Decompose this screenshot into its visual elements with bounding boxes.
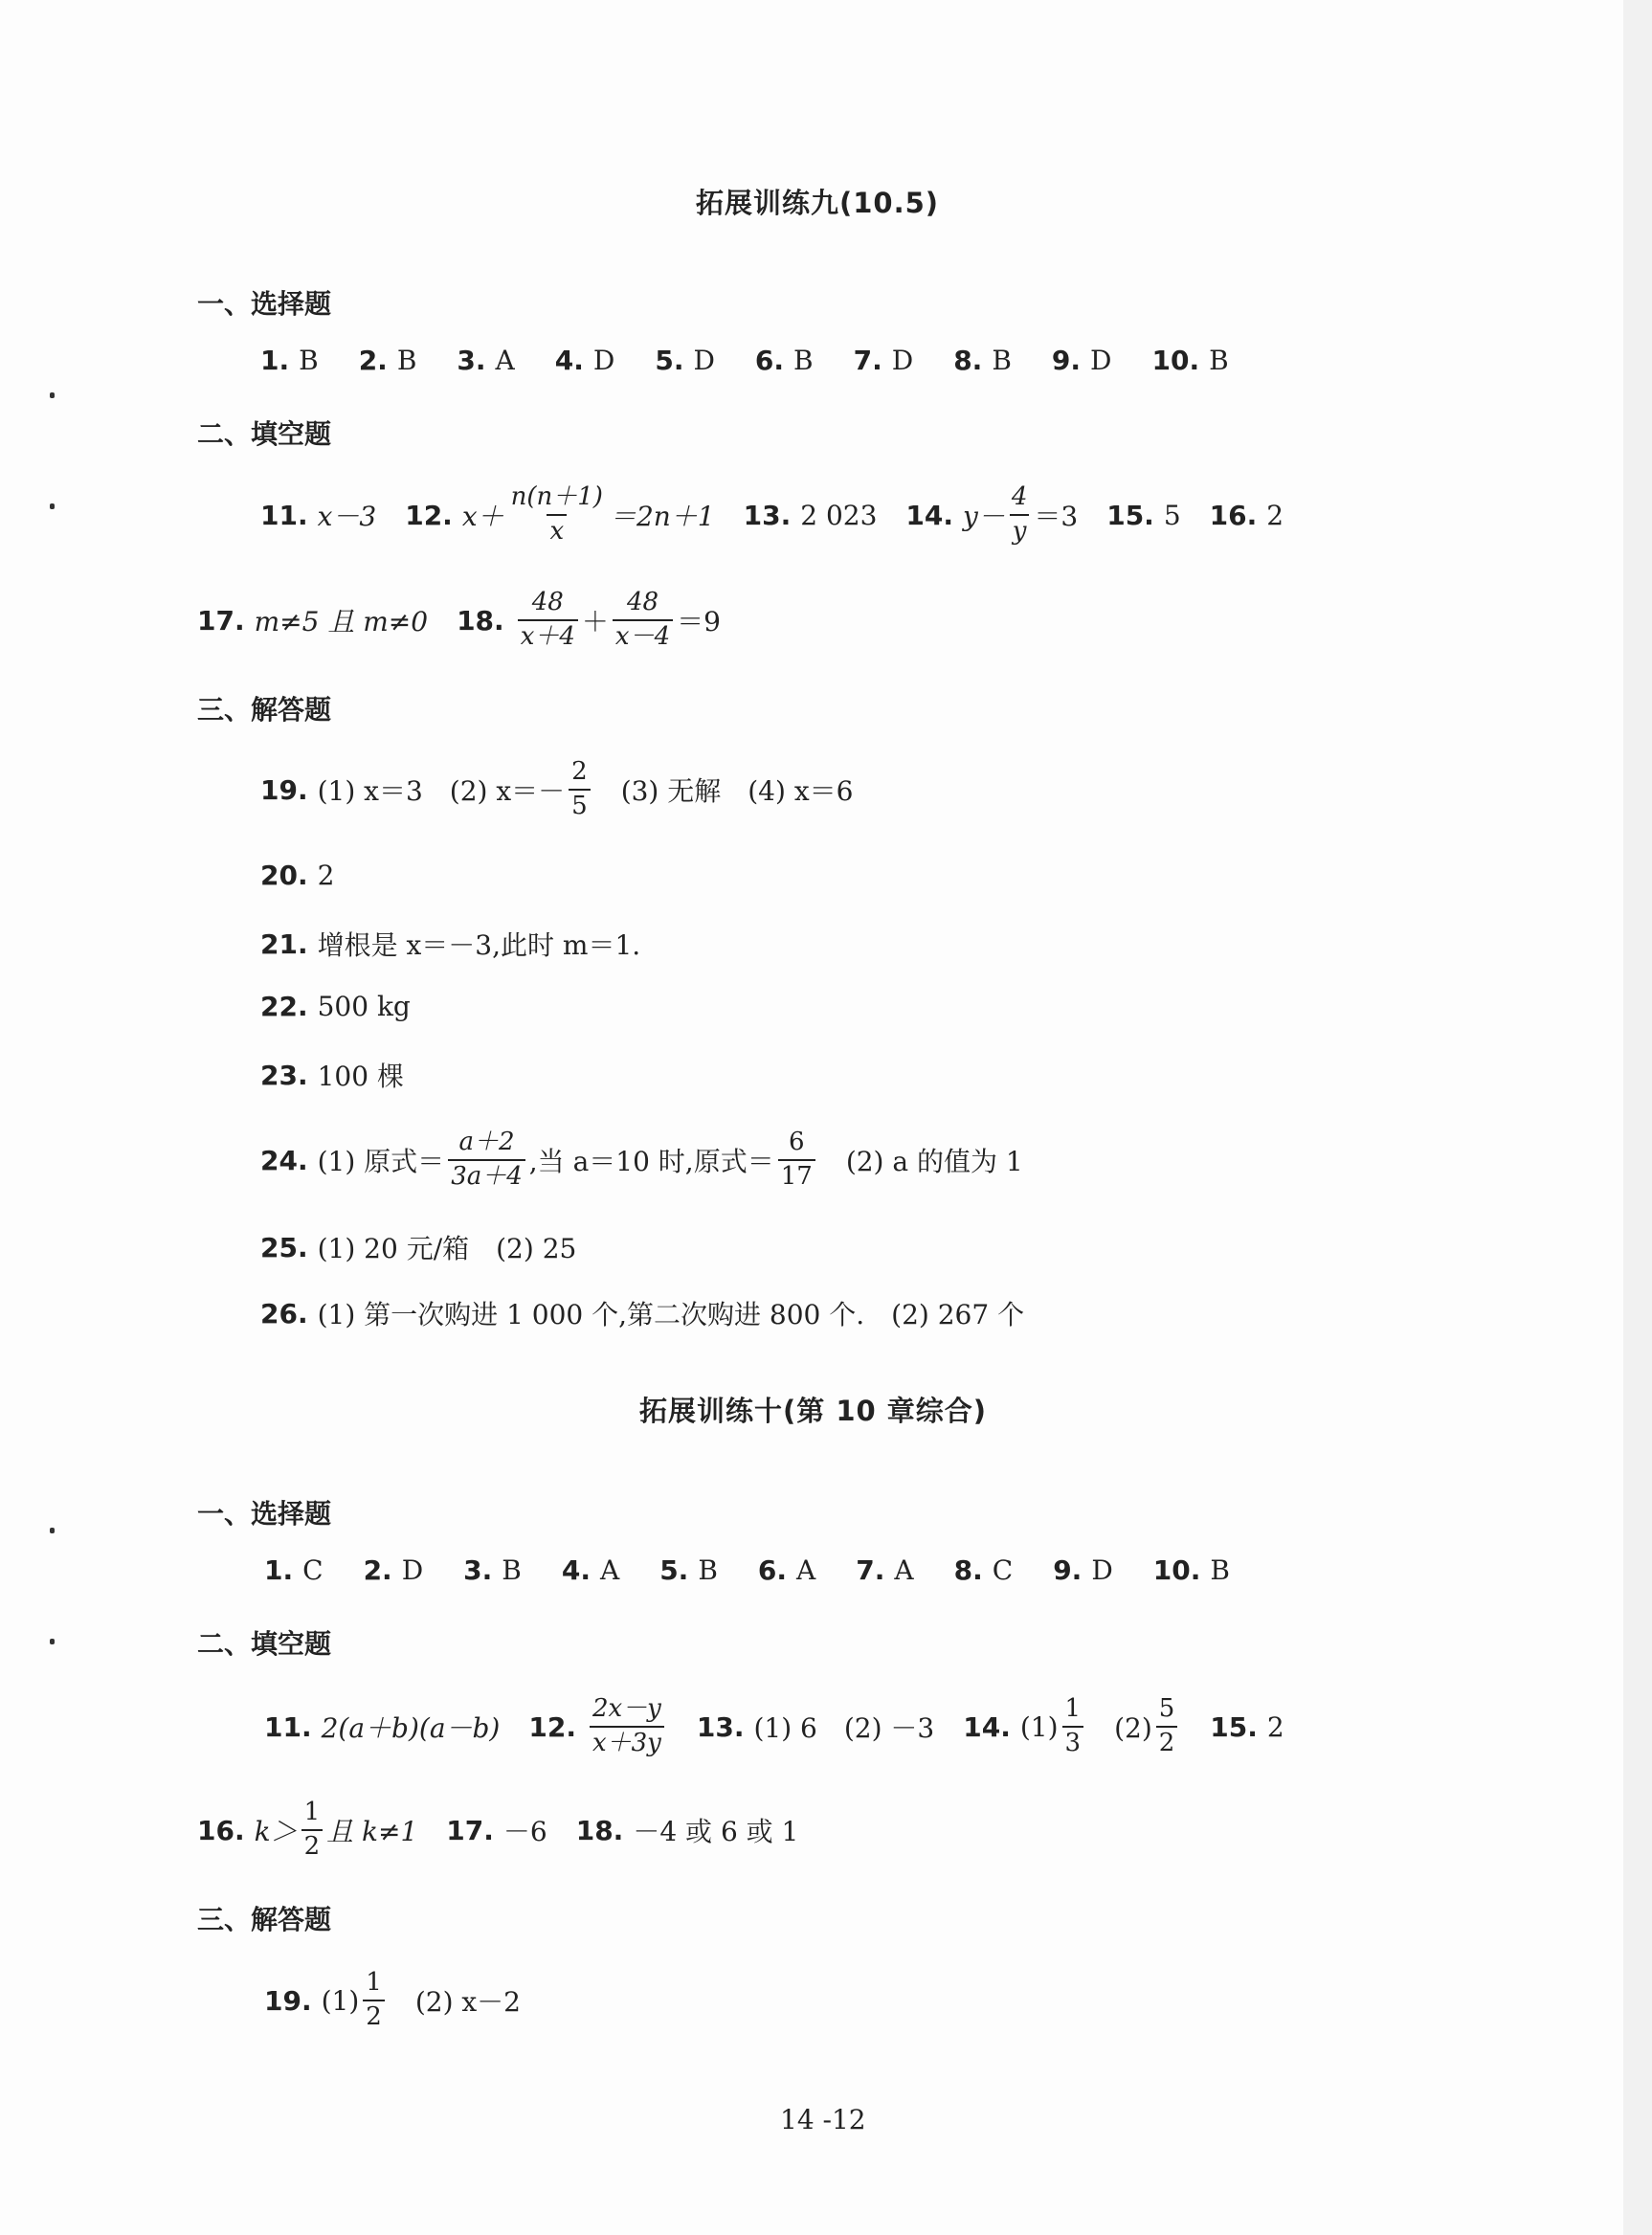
fraction [613,589,673,652]
section-heading-solve: 三、解答题 [197,1904,332,1935]
section-title: 拓展训练十(第 10 章综合) [639,1395,988,1427]
section-heading-choice: 一、选择题 [197,1498,332,1530]
answer-letter: D [693,345,715,376]
answer-text: 2 [1266,499,1284,531]
answer-letter: B [502,1554,522,1586]
question-number: 14. [905,499,954,531]
solve-answer-20 [260,860,334,891]
fraction-numerator: 2 [571,757,588,787]
fraction-denominator: x＋3y [590,1726,664,1758]
question-number: 12. [405,499,453,531]
answer-letter: C [992,1554,1014,1586]
solve-answer-25 [260,1228,576,1266]
answer-text: 2 [317,860,335,891]
answer-text: (3) 无解 (4) x＝6 [593,775,854,807]
solve-answer-19 [264,1962,521,2039]
question-number: 7. [853,345,882,376]
solve-answer-21 [260,925,640,963]
fraction [518,589,578,652]
question-number: 5. [659,1554,689,1586]
fraction-numerator: 1 [303,1798,321,1827]
question-number: 17. [197,604,245,637]
fraction-denominator: x＋4 [518,619,578,652]
answer-text: (1) [1019,1710,1059,1743]
answer-text: 5 [1163,499,1181,531]
fraction [363,1969,385,2032]
answer-text: x＋ [461,501,504,532]
answer-text: (1) 6 (2) －3 [753,1712,935,1744]
fraction-numerator: 48 [626,588,659,617]
fraction-numerator: n(n＋1) [510,482,603,512]
question-number: 11. [260,499,308,531]
fraction-numerator: 4 [1011,482,1028,512]
answer-letter: D [401,1554,424,1586]
answer-text: (2) x－2 [388,1986,521,2018]
fraction [590,1695,664,1758]
operator: ＋ [581,606,609,637]
fill-answers-row-2 [197,1792,798,1868]
fraction-numerator: 6 [788,1128,805,1157]
answer-text: ＝9 [677,606,721,637]
fraction-denominator: 17 [778,1159,815,1192]
answer-text: (1) [321,1984,360,2017]
question-number: 16. [1209,499,1258,531]
answer-text: 2(a＋b)(a－b) [321,1712,501,1744]
answer-text: 2 [1266,1710,1284,1743]
answer-text: k＞ [254,1816,298,1847]
fraction [569,758,591,821]
question-number: 9. [1053,1554,1083,1586]
page-number: 14 -12 [780,2104,866,2135]
question-number: 24. [260,1144,308,1176]
question-number: 5. [655,345,684,376]
fill-answers-row-1 [260,477,1284,553]
fraction-denominator: 5 [569,789,591,821]
answer-text: ,当 a＝10 时,原式＝ [528,1146,774,1177]
question-number: 1. [264,1554,294,1586]
answer-letter: B [1210,1554,1230,1586]
answer-text: y－ [963,501,1005,532]
question-number: 22. [260,991,308,1022]
question-number: 4. [561,1554,591,1586]
answer-text: 100 棵 [317,1061,404,1092]
fraction [778,1129,815,1192]
fraction-denominator: x [547,514,567,547]
margin-mark [50,503,55,509]
question-number: 26. [260,1297,308,1330]
solve-answer-19 [260,751,853,828]
fraction-numerator: 1 [1064,1694,1082,1724]
fraction-denominator: 2 [1156,1726,1178,1758]
answer-letter: B [992,345,1012,376]
answer-letter: D [1090,345,1112,376]
question-number: 19. [264,1984,312,2017]
fraction-numerator: 1 [366,1968,382,1998]
question-number: 6. [754,345,785,376]
section-heading-fill: 二、填空题 [197,418,332,450]
question-number: 23. [260,1059,308,1091]
question-number: 7. [856,1554,885,1586]
answer-letter: D [1091,1554,1113,1586]
solve-answer-24 [260,1120,1023,1200]
fraction-denominator: 3 [1062,1726,1084,1758]
answer-text: (2) a 的值为 1 [818,1146,1023,1177]
answer-text: (1) 20 元/箱 (2) 25 [317,1233,577,1264]
choice-answers-row [264,1554,1230,1586]
answer-letter: C [302,1554,324,1586]
question-number: 12. [528,1710,576,1743]
fraction-denominator: 3a＋4 [448,1159,525,1192]
question-number: 18. [457,604,504,637]
answer-letter: B [396,345,417,376]
answer-text: ＝2n＋1 [609,501,715,532]
solve-answer-26 [260,1294,1024,1332]
answer-letter: B [1209,345,1229,376]
question-number: 9. [1051,345,1082,376]
fraction [508,483,606,547]
answer-letter: D [592,345,615,376]
fill-answers-row-2 [197,582,721,659]
question-number: 8. [953,1554,983,1586]
answer-text: (1) 第一次购进 1 000 个,第二次购进 800 个. (2) 267 个 [317,1299,1025,1330]
answer-text: m≠5 且 m≠0 [254,606,429,637]
question-number: 6. [757,1554,788,1586]
answer-text: 且 k≠1 [326,1816,418,1847]
margin-mark [50,1639,55,1644]
fraction-denominator: 2 [301,1829,324,1862]
question-number: 11. [264,1710,312,1743]
question-number: 13. [743,499,792,531]
page-edge-shadow [1623,0,1652,2235]
answer-letter: D [891,345,914,376]
section-title: 拓展训练九(10.5) [696,187,940,219]
answer-text: 500 kg [317,991,411,1022]
answer-letter: A [796,1554,816,1586]
answer-text: (1) x＝3 (2) x＝－ [317,775,566,807]
question-number: 15. [1106,499,1154,531]
question-number: 15. [1210,1710,1258,1743]
fraction-numerator: 2x－y [592,1694,661,1724]
fraction-denominator: y [1010,514,1030,547]
section-heading-choice: 一、选择题 [197,288,332,320]
question-number: 20. [260,860,308,891]
fraction-numerator: a＋2 [458,1128,515,1157]
answer-text: (1) 原式＝ [317,1146,445,1177]
margin-mark [50,1528,55,1533]
answer-letter: B [793,345,814,376]
question-number: 25. [260,1231,308,1263]
solve-answer-22 [260,991,411,1022]
question-number: 21. [260,928,308,960]
section-heading-fill: 二、填空题 [197,1628,332,1660]
question-number: 13. [696,1710,745,1743]
fraction-numerator: 48 [531,588,564,617]
choice-answers-row [260,345,1229,376]
fraction-numerator: 5 [1158,1694,1175,1724]
question-number: 3. [457,345,486,376]
answer-letter: A [599,1554,620,1586]
answer-text: －4 或 6 或 1 [633,1816,799,1847]
fraction [301,1799,324,1862]
fraction-denominator: x－4 [613,619,673,652]
question-number: 10. [1151,345,1200,376]
fraction [1062,1695,1084,1758]
answer-text: ＝3 [1034,501,1079,532]
question-number: 18. [575,1814,624,1846]
question-number: 1. [260,345,290,376]
fraction [448,1129,525,1192]
question-number: 4. [554,345,584,376]
margin-mark [50,392,55,398]
answer-text: 2 023 [800,499,878,531]
answer-letter: B [299,345,319,376]
answer-letter: A [894,1554,914,1586]
fraction [1156,1695,1178,1758]
question-number: 8. [953,345,983,376]
answer-text: x－3 [317,501,377,532]
question-number: 16. [197,1814,245,1846]
section-heading-solve: 三、解答题 [197,694,332,726]
question-number: 3. [463,1554,493,1586]
solve-answer-23 [260,1056,404,1094]
answer-text: －6 [502,1816,547,1847]
question-number: 10. [1152,1554,1201,1586]
fraction [1009,483,1031,547]
answer-text: 增根是 x＝－3,此时 m＝1. [317,929,641,961]
answer-letter: A [495,345,515,376]
answer-text: (2) [1087,1712,1152,1744]
fill-answers-row-1 [264,1688,1284,1765]
question-number: 2. [363,1554,392,1586]
question-number: 2. [358,345,388,376]
question-number: 17. [446,1814,494,1846]
question-number: 14. [963,1710,1011,1743]
fraction-denominator: 2 [363,2000,385,2032]
question-number: 19. [260,773,308,806]
answer-letter: B [698,1554,718,1586]
